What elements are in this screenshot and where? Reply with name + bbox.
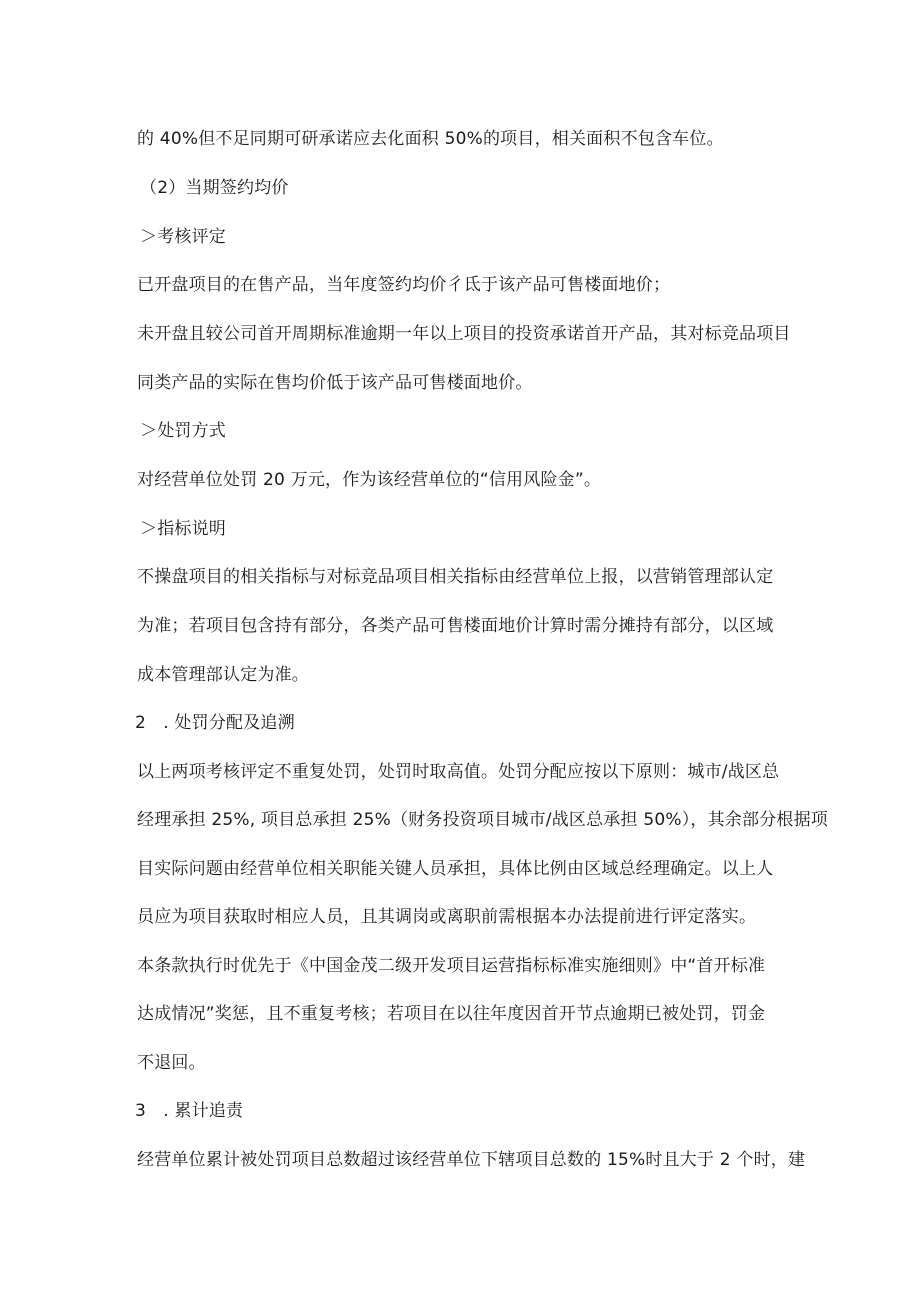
text-line: 成本管理部认定为准。: [137, 665, 309, 685]
text-line: 未开盘且较公司首开周期标准逾期一年以上项目的投资承诺首开产品，其对标竞品项目: [137, 324, 791, 344]
text-line: 对经营单位处罚 20 万元，作为该经营单位的“信用风险金”。: [137, 470, 602, 490]
text-line: 已开盘项目的在售产品，当年度签约均价彳氐于该产品可售楼面地价；: [137, 275, 671, 295]
text-line: 经营单位累计被处罚项目总数超过该经营单位下辖项目总数的 15%时且大于 2 个时，建: [137, 1150, 806, 1170]
text-line: 的 40%但不足同期可研承诺应去化面积 50%的项目，相关面积不包含车位。: [137, 129, 724, 149]
section-heading: 2 . 处罚分配及追溯: [135, 713, 295, 733]
text-line: 达成情况”奖惩，且不重复考核；若项目在以往年度因首开节点逾期已被处罚，罚金: [137, 1004, 766, 1024]
text-line: 不退回。: [137, 1053, 206, 1073]
text-line: 以上两项考核评定不重复处罚，处罚时取高值。处罚分配应按以下原则：城市/战区总: [137, 762, 780, 782]
subsection-heading: ＞处罚方式: [140, 421, 226, 441]
text-line: 经理承担 25%, 项目总承担 25%（财务投资项目城市/战区总承担 50%），其余部分根据项: [137, 810, 829, 830]
section-heading: （2）当期签约均价: [140, 178, 289, 198]
section-heading: 3 . 累计追责: [135, 1101, 244, 1121]
text-line: 员应为项目获取时相应人员，且其调岗或离职前需根据本办法提前进行评定落实。: [137, 907, 757, 927]
text-line: 本条款执行时优先于《中国金茂二级开发项目运营指标标准实施细则》中“首开标准: [137, 956, 766, 976]
subsection-heading: ＞指标说明: [140, 519, 226, 539]
subsection-heading: ＞考核评定: [140, 227, 226, 247]
text-line: 目实际问题由经营单位相关职能关键人员承担，具体比例由区域总经理确定。以上人: [137, 859, 774, 879]
text-line: 为准；若项目包含持有部分，各类产品可售楼面地价计算时需分摊持有部分，以区域: [137, 616, 774, 636]
text-line: 同类产品的实际在售均价低于该产品可售楼面地价。: [137, 373, 533, 393]
text-line: 不操盘项目的相关指标与对标竞品项目相关指标由经营单位上报，以营销管理部认定: [137, 567, 774, 587]
